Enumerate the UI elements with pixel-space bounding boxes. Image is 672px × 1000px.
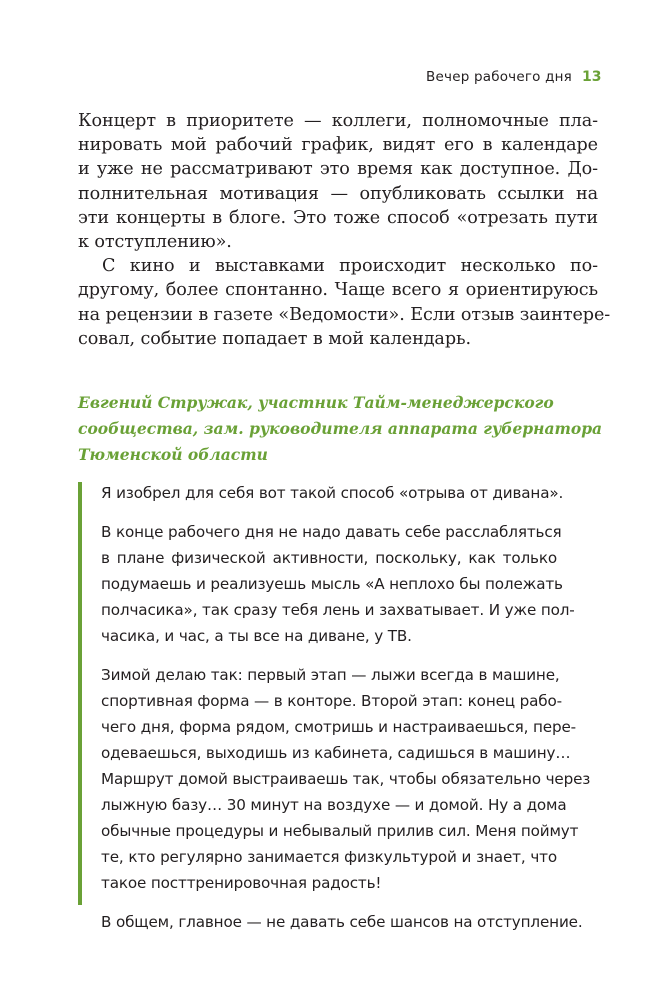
text-line: полнительная мотивация — опубликовать ссылки на xyxy=(78,183,598,204)
attribution-line: сообщества, зам. руководителя аппарата губернатора xyxy=(78,419,603,438)
quote-line: одеваешься, выходишь из кабинета, садишься в машину… xyxy=(101,744,571,762)
quote-line: полчасика», так сразу тебя лень и захватывает. И уже пол- xyxy=(101,601,575,619)
quote-line: спортивная форма — в конторе. Второй этап: конец рабо- xyxy=(101,692,562,710)
quote-attribution xyxy=(78,390,603,468)
text-line: эти концерты в блоге. Это тоже способ «отрезать пути xyxy=(78,207,598,228)
paragraph xyxy=(78,109,598,254)
text-line: совал, событие попадает в мой календарь. xyxy=(78,328,471,349)
quote-line: лыжную базу… 30 минут на воздухе — и домой. Ну а дома xyxy=(101,796,567,814)
paragraph xyxy=(78,254,611,351)
attribution-line: Тюменской области xyxy=(78,445,268,464)
quote-paragraph xyxy=(101,519,575,649)
quote-line: Зимой делаю так: первый этап — лыжи всегда в машине, xyxy=(101,666,560,684)
quote-paragraph xyxy=(101,480,564,506)
text-line: к отступлению». xyxy=(78,232,232,253)
text-line: и уже не рассматривают это время как доступное. До- xyxy=(78,159,598,180)
text-line: нировать мой рабочий график, видят его в календаре xyxy=(78,135,598,156)
quote-line: Я изобрел для себя вот такой способ «отрыва от дивана». xyxy=(101,484,564,502)
chapter-title: Вечер рабочего дня xyxy=(426,69,572,85)
quote-line: подумаешь и реализуешь мысль «А неплохо бы полежать xyxy=(101,575,563,593)
quote-line: те, кто регулярно занимается физкультурой и знает, что xyxy=(101,848,557,866)
text-line: на рецензии в газете «Ведомости». Если отзыв заинтере- xyxy=(78,304,611,325)
page-number: 13 xyxy=(582,69,602,85)
quote-line: обычные процедуры и небывалый прилив сил. Меня поймут xyxy=(101,822,579,840)
quote-line: В общем, главное — не давать себе шансов на отступление. xyxy=(101,913,583,931)
quote-line: чего дня, форма рядом, смотришь и настраиваешься, пере- xyxy=(101,718,576,736)
attribution-line: Евгений Стружак, участник Тайм-менеджерского xyxy=(78,393,554,412)
quote-accent-bar xyxy=(78,482,82,905)
quote-line: в плане физической активности, поскольку, как только xyxy=(101,549,557,567)
quote-line: В конце рабочего дня не надо давать себе расслабляться xyxy=(101,523,562,541)
quote-paragraph xyxy=(101,909,583,935)
quote-line: такое посттренировочная радость! xyxy=(101,874,382,892)
running-header xyxy=(0,66,672,88)
quote-block xyxy=(101,480,591,935)
main-text xyxy=(78,109,611,351)
quote-line: Маршрут домой выстраиваешь так, чтобы обязательно через xyxy=(101,770,591,788)
text-line: Концерт в приоритете — коллеги, полномочные пла- xyxy=(78,111,598,131)
text-line: другому, более спонтанно. Чаще всего я ориентируюсь xyxy=(78,280,598,301)
quote-line: часика, и час, а ты все на диване, у ТВ. xyxy=(101,627,412,645)
quote-paragraph xyxy=(101,662,591,896)
text-line: С кино и выставками происходит несколько по- xyxy=(102,256,598,277)
